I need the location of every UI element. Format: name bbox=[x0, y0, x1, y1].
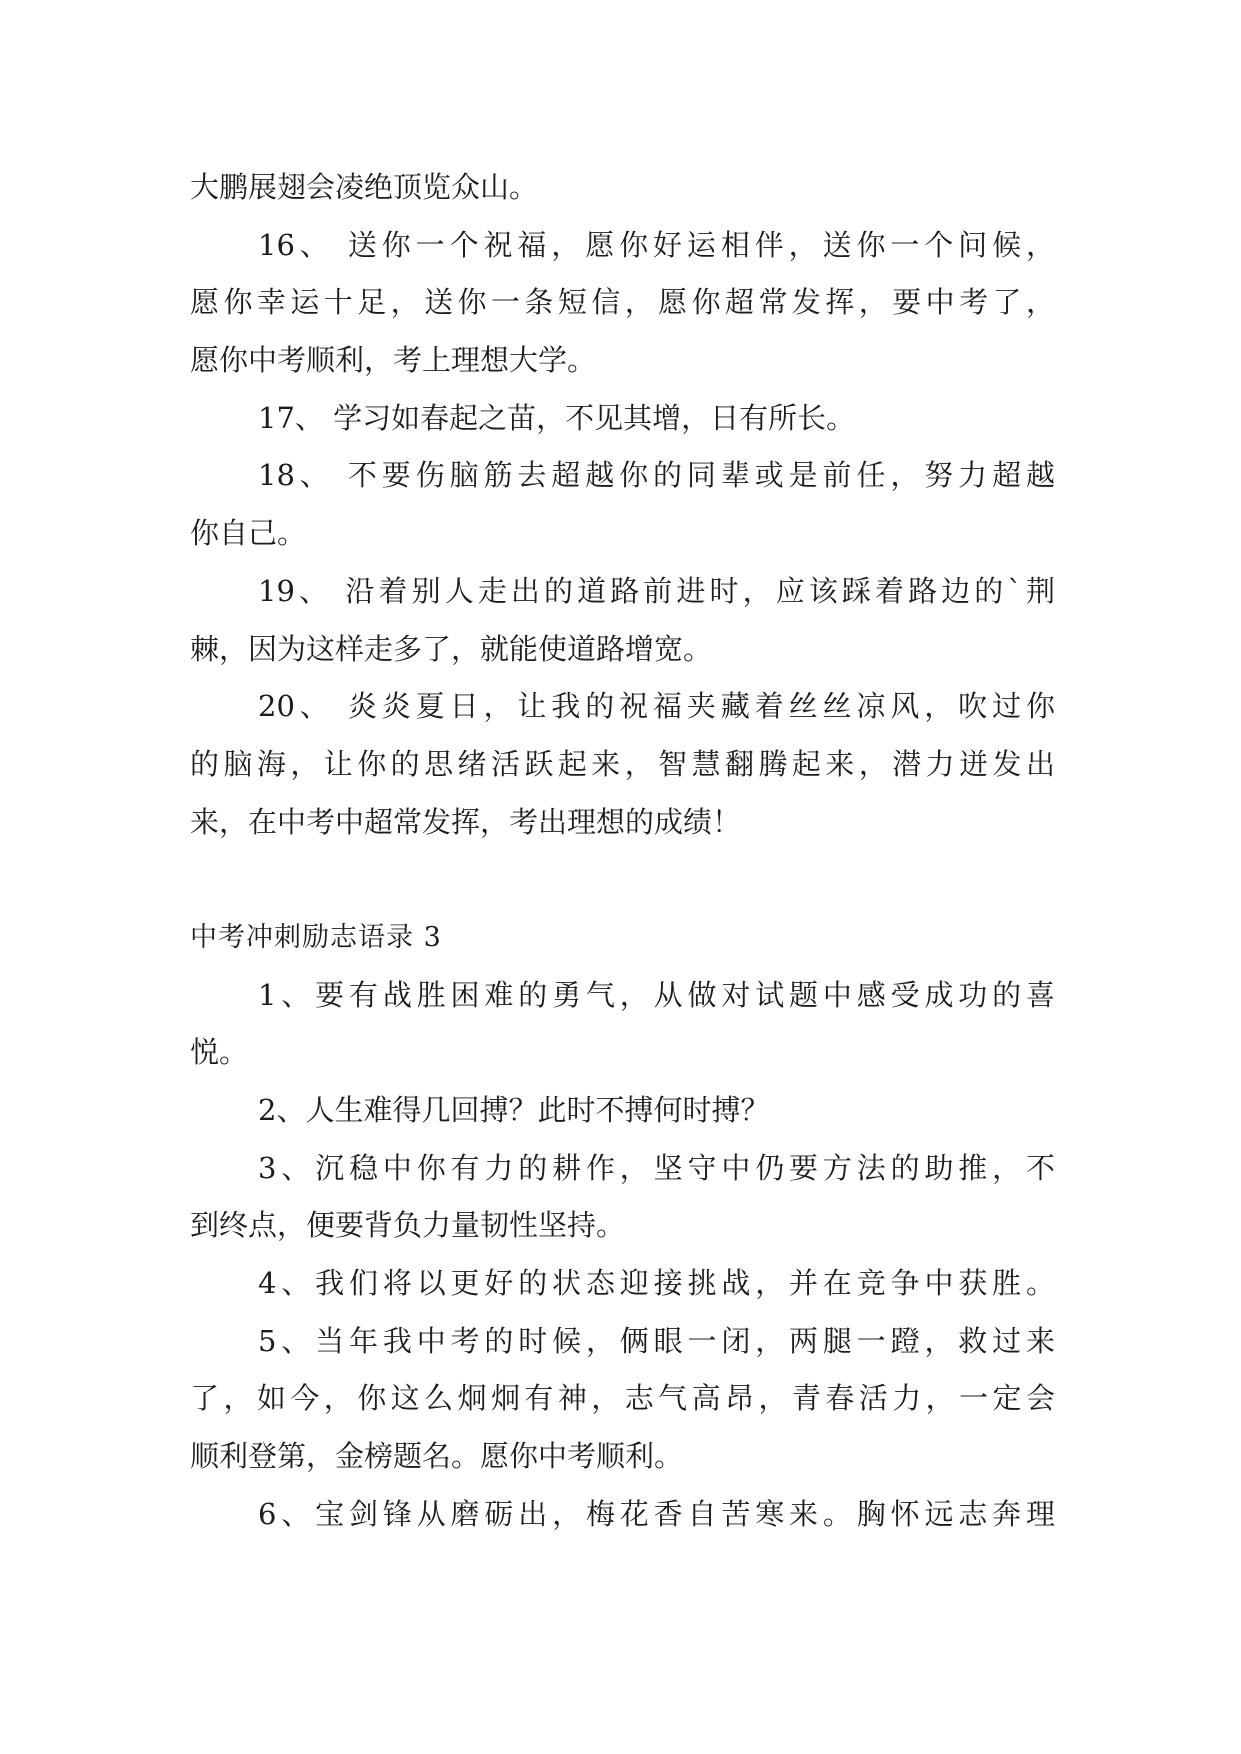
paragraph bbox=[190, 447, 1055, 562]
paragraph-line: 20、 炎炎夏日，让我的祝福夹藏着丝丝凉风，吹过你 bbox=[258, 689, 1055, 724]
paragraph bbox=[190, 390, 1055, 448]
paragraph bbox=[190, 217, 1055, 390]
paragraph-line: 了，如今，你这么炯炯有神，志气高昂，青春活力，一定会 bbox=[190, 1381, 1055, 1416]
paragraph-line: 3、沉稳中你有力的耕作，坚守中仍要方法的助推，不 bbox=[258, 1150, 1055, 1185]
paragraph bbox=[190, 563, 1055, 678]
paragraph-line: 19、 沿着别人走出的道路前进时，应该踩着路边的`荆 bbox=[258, 573, 1055, 608]
paragraph-line: 悦。 bbox=[190, 1035, 249, 1070]
paragraph-line: 1、要有战胜困难的勇气，从做对试题中感受成功的喜 bbox=[258, 977, 1055, 1012]
paragraph-line: 18、 不要伤脑筋去超越你的同辈或是前任，努力超越 bbox=[258, 458, 1055, 493]
paragraph-line: 棘，因为这样走多了，就能使道路增宽。 bbox=[190, 631, 713, 666]
paragraph-line: 2、人生难得几回搏？此时不搏何时搏？ bbox=[258, 1093, 770, 1127]
section-heading: 中考冲刺励志语录 3 bbox=[190, 921, 442, 953]
paragraph-line: 到终点，便要背负力量韧性坚持。 bbox=[190, 1208, 626, 1243]
paragraph bbox=[190, 1140, 1055, 1255]
paragraph bbox=[190, 1082, 1055, 1140]
paragraph-line: 4、我们将以更好的状态迎接挑战，并在竞争中获胜。 bbox=[258, 1266, 1055, 1301]
paragraph-line: 大鹏展翅会凌绝顶览众山。 bbox=[190, 170, 539, 204]
paragraph-line: 来，在中考中超常发挥，考出理想的成绩！ bbox=[190, 804, 742, 839]
paragraph-line: 17、 学习如春起之苗，不见其增，日有所长。 bbox=[258, 400, 856, 435]
paragraph-line: 愿你幸运十足，送你一条短信，愿你超常发挥，要中考了， bbox=[190, 285, 1055, 320]
document-body bbox=[190, 159, 1055, 1544]
blank-line bbox=[190, 851, 1055, 909]
paragraph-line: 16、 送你一个祝福，愿你好运相伴，送你一个问候， bbox=[258, 227, 1055, 262]
paragraph-line: 5、当年我中考的时候，俩眼一闭，两腿一蹬，救过来 bbox=[258, 1323, 1055, 1358]
paragraph bbox=[190, 159, 1055, 217]
paragraph-line: 的脑海，让你的思绪活跃起来，智慧翻腾起来，潜力迸发出 bbox=[190, 746, 1055, 781]
paragraph-line: 顺利登第，金榜题名。愿你中考顺利。 bbox=[190, 1439, 684, 1474]
paragraph-line: 愿你中考顺利，考上理想大学。 bbox=[190, 343, 597, 378]
paragraph bbox=[190, 1313, 1055, 1486]
paragraph-line: 你自己。 bbox=[190, 516, 307, 551]
paragraph-line: 6、宝剑锋从磨砺出，梅花香自苦寒来。胸怀远志奔理 bbox=[258, 1496, 1055, 1531]
paragraph bbox=[190, 678, 1055, 851]
paragraph bbox=[190, 1486, 1055, 1544]
paragraph bbox=[190, 967, 1055, 1082]
paragraph bbox=[190, 1255, 1055, 1313]
